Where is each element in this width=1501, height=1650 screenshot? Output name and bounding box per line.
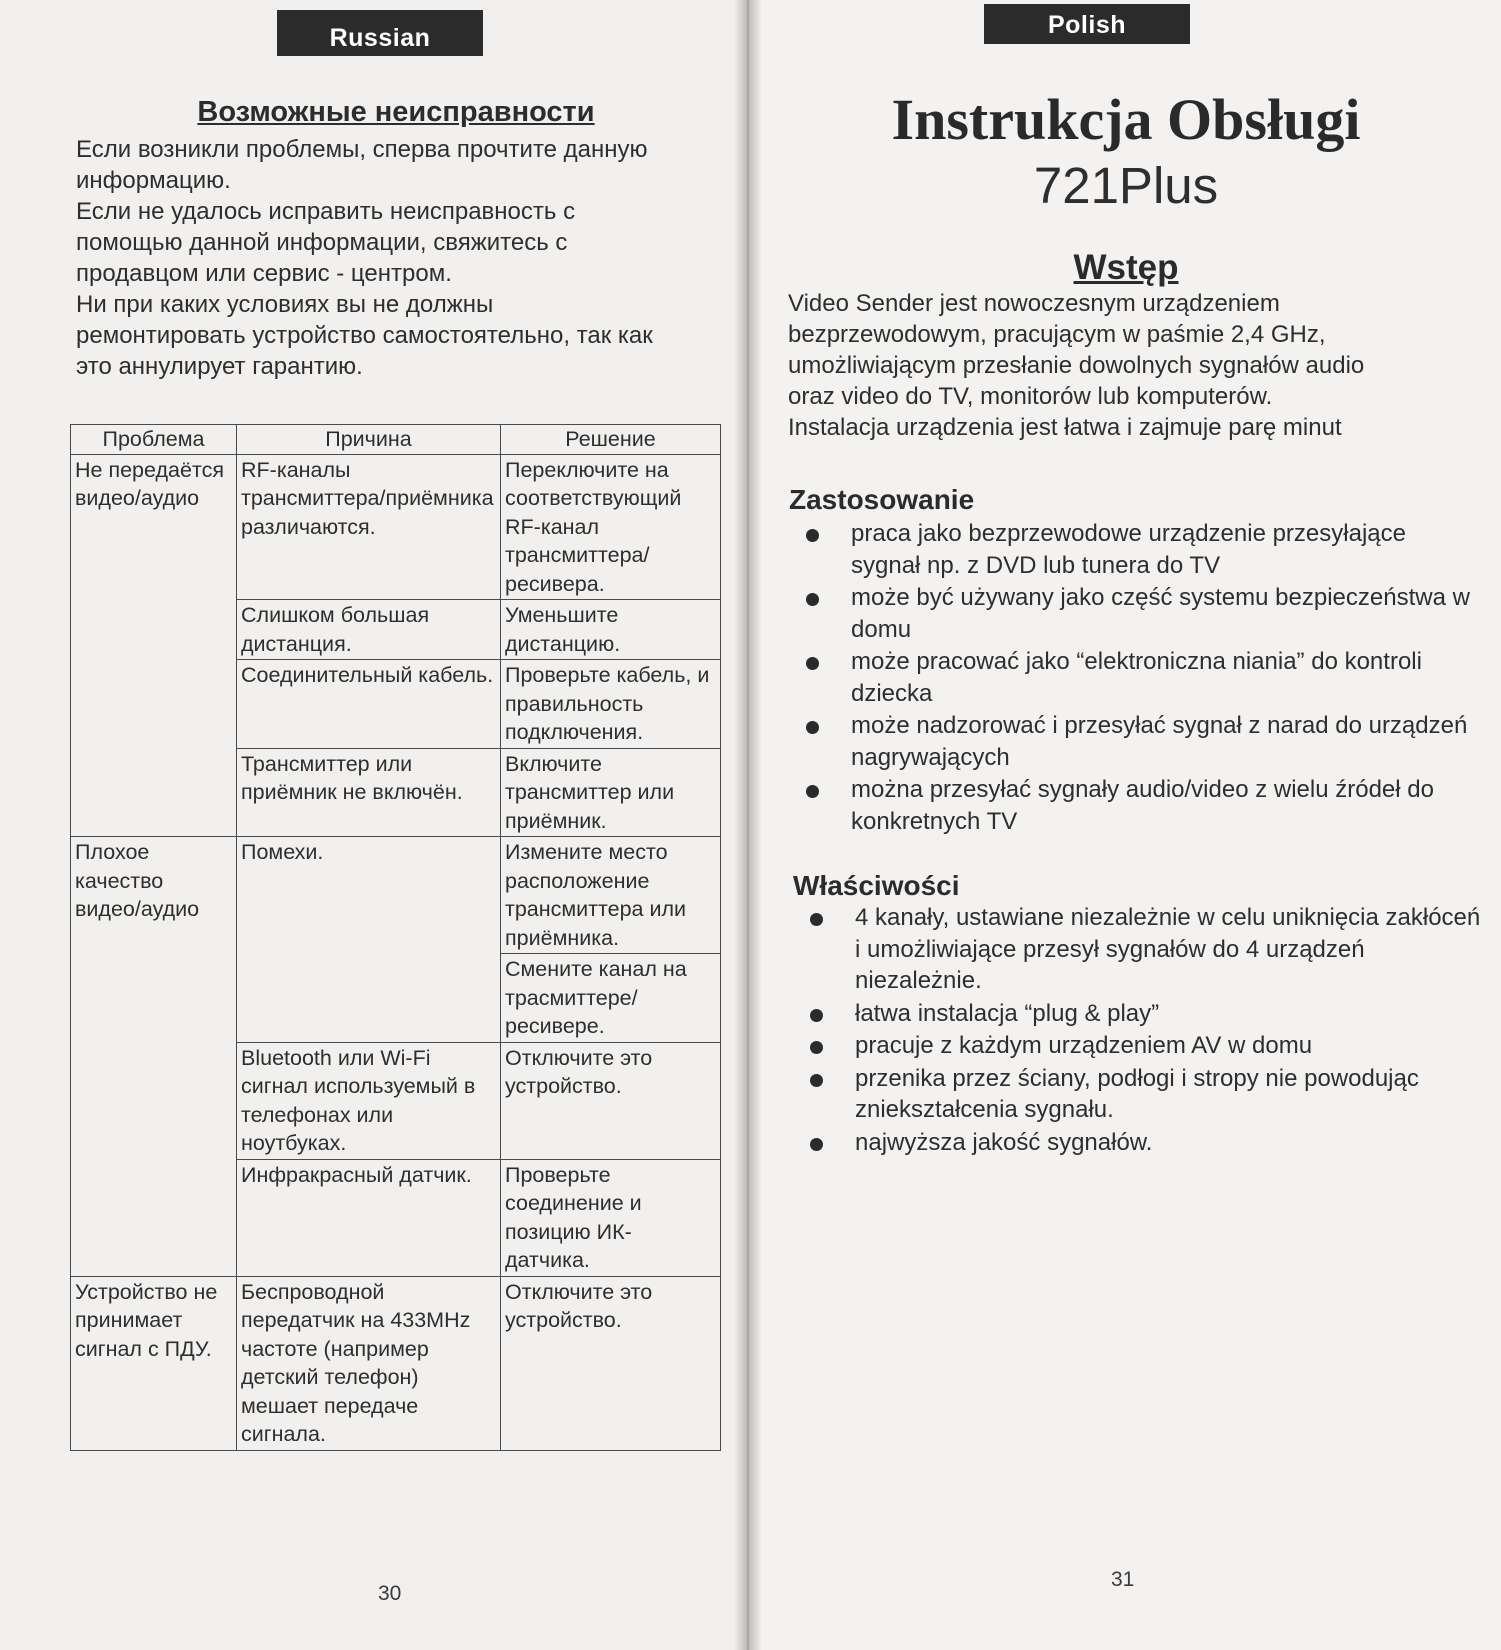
list-item: może być używany jako część systemu bezpieczeństwa w domu bbox=[799, 582, 1479, 645]
cause-cell: Слишком большая дистанция. bbox=[237, 600, 501, 660]
intro-line: помощью данной информации, свяжитесь с bbox=[76, 229, 568, 256]
intro-paragraph bbox=[788, 288, 1468, 443]
solution-cell: Переключите на соответствующий RF-канал трансмиттера/ресивера. bbox=[501, 454, 721, 600]
solution-cell: Отключите это устройство. bbox=[501, 1042, 721, 1159]
book-gutter bbox=[735, 0, 761, 1650]
intro-line: это аннулирует гарантию. bbox=[76, 353, 363, 380]
right-page bbox=[751, 0, 1501, 1650]
intro-line: Video Sender jest nowoczesnym urządzeniem bbox=[788, 290, 1280, 317]
features-list bbox=[803, 902, 1483, 1159]
intro-line: ремонтировать устройство самостоятельно, так как bbox=[76, 322, 653, 349]
intro-line: oraz video do TV, monitorów lub komputerów. bbox=[788, 383, 1273, 410]
cause-cell: Трансмиттер или приёмник не включён. bbox=[237, 748, 501, 837]
solution-cell: Проверьте соединение и позицию ИК-датчика. bbox=[501, 1159, 721, 1276]
intro-line: продавцом или сервис - центром. bbox=[76, 260, 452, 287]
list-item: może pracować jako “elektroniczna niania” do kontroli dziecka bbox=[799, 646, 1479, 709]
problem-cell: Устройство не принимает сигнал с ПДУ. bbox=[71, 1276, 237, 1450]
table-row bbox=[71, 837, 721, 954]
solution-cell: Измените место расположение трансмиттера или приёмника. bbox=[501, 837, 721, 954]
cause-cell: Инфракрасный датчик. bbox=[237, 1159, 501, 1276]
solution-cell: Включите трансмиттер или приёмник. bbox=[501, 748, 721, 837]
usage-list bbox=[799, 518, 1479, 838]
list-item: może nadzorować i przesyłać sygnał z narad do urządzeń nagrywających bbox=[799, 710, 1479, 773]
list-item: pracuje z każdym urządzeniem AV w domu bbox=[803, 1030, 1483, 1062]
intro-heading: Wstęp bbox=[1073, 248, 1179, 287]
cause-cell: Беспроводной передатчик на 433MHz частоте (например детский телефон) мешает передаче сигнала. bbox=[237, 1276, 501, 1450]
solution-cell: Отключите это устройство. bbox=[501, 1276, 721, 1450]
troubleshooting-table bbox=[70, 424, 721, 1451]
table-row bbox=[71, 454, 721, 600]
intro-line: Если не удалось исправить неисправность с bbox=[76, 198, 576, 225]
solution-cell: Проверьте кабель, и правильность подключения. bbox=[501, 660, 721, 749]
page-number: 31 bbox=[1111, 1568, 1135, 1591]
language-tab-russian: Russian bbox=[277, 10, 483, 56]
cause-cell: Помехи. bbox=[237, 837, 501, 1043]
solution-cell: Уменьшите дистанцию. bbox=[501, 600, 721, 660]
features-heading: Właściwości bbox=[793, 870, 960, 901]
model-name: 721Plus bbox=[1033, 157, 1219, 214]
troubleshooting-heading: Возможные неисправности bbox=[197, 96, 595, 128]
header-solution: Решение bbox=[501, 425, 721, 455]
list-item: przenika przez ściany, podłogi i stropy nie powodując zniekształcenia sygnału. bbox=[803, 1063, 1483, 1126]
manual-title: Instrukcja Obsługi bbox=[891, 87, 1361, 152]
list-item: praca jako bezprzewodowe urządzenie przesyłające sygnał np. z DVD lub tunera do TV bbox=[799, 518, 1479, 581]
intro-line: umożliwiającym przesłanie dowolnych sygnałów audio bbox=[788, 352, 1365, 379]
list-item: można przesyłać sygnały audio/video z wielu źródeł do konkretnych TV bbox=[799, 774, 1479, 837]
header-cause: Причина bbox=[237, 425, 501, 455]
list-item: łatwa instalacja “plug & play” bbox=[803, 998, 1483, 1030]
intro-line: Instalacja urządzenia jest łatwa i zajmuje parę minut bbox=[788, 414, 1342, 441]
problem-cell: Не передаётся видео/аудио bbox=[71, 454, 237, 837]
list-item: najwyższa jakość sygnałów. bbox=[803, 1127, 1483, 1159]
troubleshooting-intro bbox=[76, 134, 726, 382]
table-header-row bbox=[71, 425, 721, 455]
page-number: 30 bbox=[378, 1582, 402, 1605]
intro-line: информацию. bbox=[76, 167, 231, 194]
intro-line: bezprzewodowym, pracującym w paśmie 2,4 GHz, bbox=[788, 321, 1326, 348]
solution-cell: Смените канал на трасмиттере/ресивере. bbox=[501, 954, 721, 1043]
intro-line: Ни при каких условиях вы не должны bbox=[76, 291, 494, 318]
header-problem: Проблема bbox=[71, 425, 237, 455]
intro-line: Если возникли проблемы, сперва прочтите данную bbox=[76, 136, 648, 163]
list-item: 4 kanały, ustawiane niezależnie w celu uniknięcia zakłóceń i umożliwiające przesył sygnałów do 4 urządzeń niezależnie. bbox=[803, 902, 1483, 997]
left-page bbox=[0, 0, 745, 1650]
cause-cell: Соединительный кабель. bbox=[237, 660, 501, 749]
language-tab-polish: Polish bbox=[984, 4, 1190, 44]
table-row bbox=[71, 1276, 721, 1450]
usage-heading: Zastosowanie bbox=[789, 484, 975, 515]
cause-cell: Bluetooth или Wi-Fi сигнал используемый в телефонах или ноутбуках. bbox=[237, 1042, 501, 1159]
problem-cell: Плохое качество видео/аудио bbox=[71, 837, 237, 1277]
cause-cell: RF-каналы трансмиттера/приёмника различаются. bbox=[237, 454, 501, 600]
